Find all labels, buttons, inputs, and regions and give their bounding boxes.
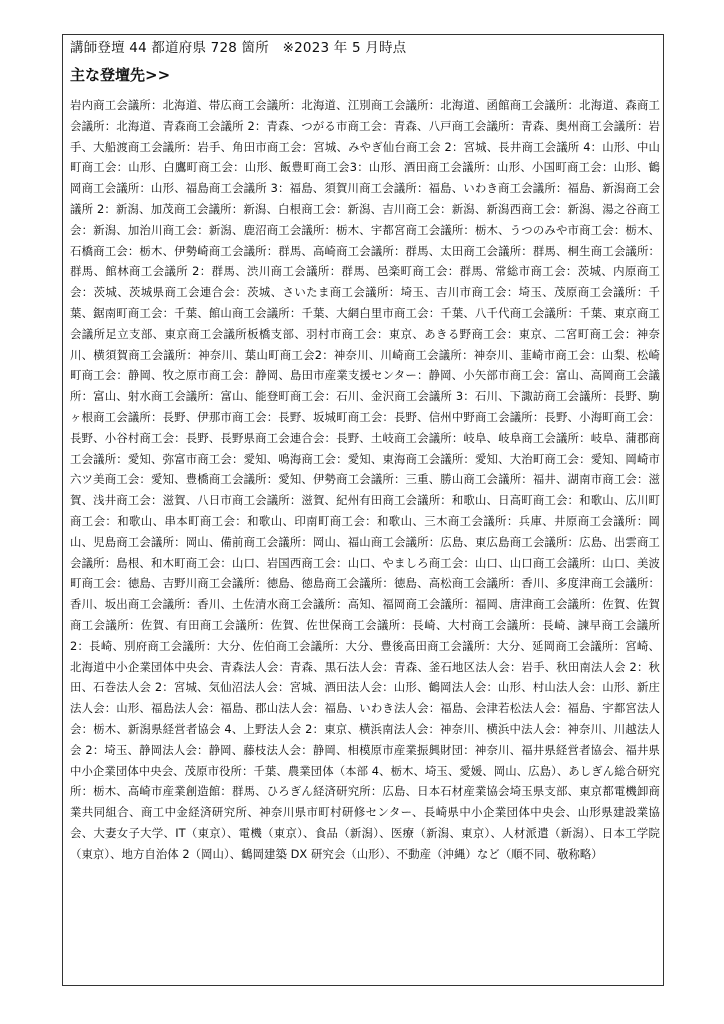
venue-list: 岩内商工会議所：北海道、帯広商工会議所：北海道、江別商工会議所：北海道、函館商工会議所：北海道、森商工会議所：北海道、青森商工会議所 2：青森、つがる市商工会：青森、八戸商工会議所：青森、奥州商工会議所：岩手、大船渡商工会議所：岩手、角田市商工会：宮城、みやぎ仙台商工会 2：宮城、長井商工会議所 4：山形、中山町商工会：山形、白鷹町商工会：山形、飯豊町商工会3：山形、酒田商工会議所：山形、小国町商工会：山形、鶴岡商工会議所：山形、福島商工会議所 3：福島、須賀川商工会議所：福島、いわき商工会議所：福島、新潟商工会議所 2：新潟、加茂商工会議所：新潟、白根商工会：新潟、吉川商工会：新潟、新潟西商工会：新潟、湯之谷商工会：新潟、加治川商工会：新潟、鹿沼商工会議所：栃木、宇都宮商工会議所：栃木、うつのみや市商工会：栃木、石橋商工会：栃木、伊勢崎商工会議所：群馬、高崎商工会議所：群馬、太田商工会議所：群馬、桐生商工会議所：群馬、館林商工会議所 2：群馬、渋川商工会議所：群馬、邑楽町商工会：群馬、常総市商工会：茨城、内原商工会：茨城、茨城県商工会連合会：茨城、さいたま商工会議所：埼玉、吉川市商工会：埼玉、茂原商工会議所：千葉、鋸南町商工会：千葉、館山商工会議所：千葉、大網白里市商工会：千葉、八千代商工会議所：千葉、東京商工会議所足立支部、東京商工会議所板橋支部、羽村市商工会：東京、あきる野商工会：東京、二宮町商工会：神奈川、横須賀商工会議所：神奈川、葉山町商工会2：神奈川、川崎商工会議所：神奈川、韮崎市商工会：山梨、松崎町商工会：静岡、牧之原市商工会：静岡、島田市産業支援センター：静岡、小矢部市商工会：富山、高岡商工会議所：富山、射水商工会議所：富山、能登町商工会：石川、金沢商工会議所 3：石川、下諏訪商工会議所：長野、駒ヶ根商工会議所：長野、伊那市商工会：長野、坂城町商工会：長野、信州中野商工会議所：長野、小海町商工会：長野、小谷村商工会：長野、長野県商工会連合会：長野、土岐商工会議所：岐阜、岐阜商工会議所：岐阜、蒲郡商工会議所：愛知、弥富市商工会：愛知、鳴海商工会：愛知、東海商工会議所：愛知、大治町商工会：愛知、岡崎市六ツ美商工会：愛知、豊橋商工会議所：愛知、伊勢商工会議所：三重、勝山商工会議所：福井、湖南市商工会：滋賀、浅井商工会：滋賀、八日市商工会議所：滋賀、紀州有田商工会議所：和歌山、日高町商工会：和歌山、広川町商工会：和歌山、串本町商工会：和歌山、印南町商工会：和歌山、三木商工会議所：兵庫、井原商工会議所：岡山、児島商工会議所：岡山、備前商工会議所：岡山、福山商工会議所：広島、東広島商工会議所：広島、出雲商工会議所：島根、和木町商工会：山口、岩国西商工会：山口、やましろ商工会：山口、山口商工会議所：山口、美波町商工会：徳島、吉野川商工会議所：徳島、徳島商工会議所：徳島、高松商工会議所：香川、多度津商工会議所：香川、坂出商工会議所：香川、土佐清水商工会議所：高知、福岡商工会議所：福岡、唐津商工会議所：佐賀、佐賀商工会議所：佐賀、有田商工会議所：佐賀、佐世保商工会議所：長崎、大村商工会議所：長崎、諫早商工会議所 2：長崎、別府商工会議所：大分、佐伯商工会議所：大分、豊後高田商工会議所：大分、延岡商工会議所：宮崎、北海道中小企業団体中央会、青森法人会：青森、黒石法人会：青森、釜石地区法人会：岩手、秋田南法人会 2：秋田、石巻法人会 2：宮城、気仙沼法人会：宮城、酒田法人会：山形、鶴岡法人会：山形、村山法人会：山形、新庄法人会：山形、福島法人会：福島、郡山法人会：福島、いわき法人会：福島、会津若松法人会：福島、宇都宮法人会：栃木、新潟県経営者協会 4、上野法人会 2：東京、横浜南法人会：神奈川、横浜中法人会：神奈川、川越法人会 2：埼玉、静岡法人会：静岡、藤枝法人会：静岡、相模原市産業振興財団：神奈川、福井県経営者協会、福井県中小企業団体中央会、茂原市役所：千葉、農業団体（本部 4、栃木、埼玉、愛媛、岡山、広島）、あしぎん総合研究所：栃木、高崎市産業創造館：群馬、ひろぎん経済研究所：広島、日本石材産業協会埼玉県支部、東京都電機卸商業共同組合、商工中金経済研究所、神奈川県市町村研修センター、長崎県中小企業団体中央会、山形県建設業協会、大妻女子大学、IT（東京）、電機（東京）、食品（新潟）、医療（新潟、東京）、人材派遣（新潟）、日本工学院（東京）、地方自治体 2（岡山）、鶴岡建築 DX 研究会（山形）、不動産（沖縄）など（順不同、敬称略） — [70, 98, 660, 861]
section-title: 主な登壇先>> — [70, 66, 171, 84]
page-header: 講師登壇 44 都道府県 728 箇所 ※2023 年 5 月時点 — [70, 40, 407, 56]
